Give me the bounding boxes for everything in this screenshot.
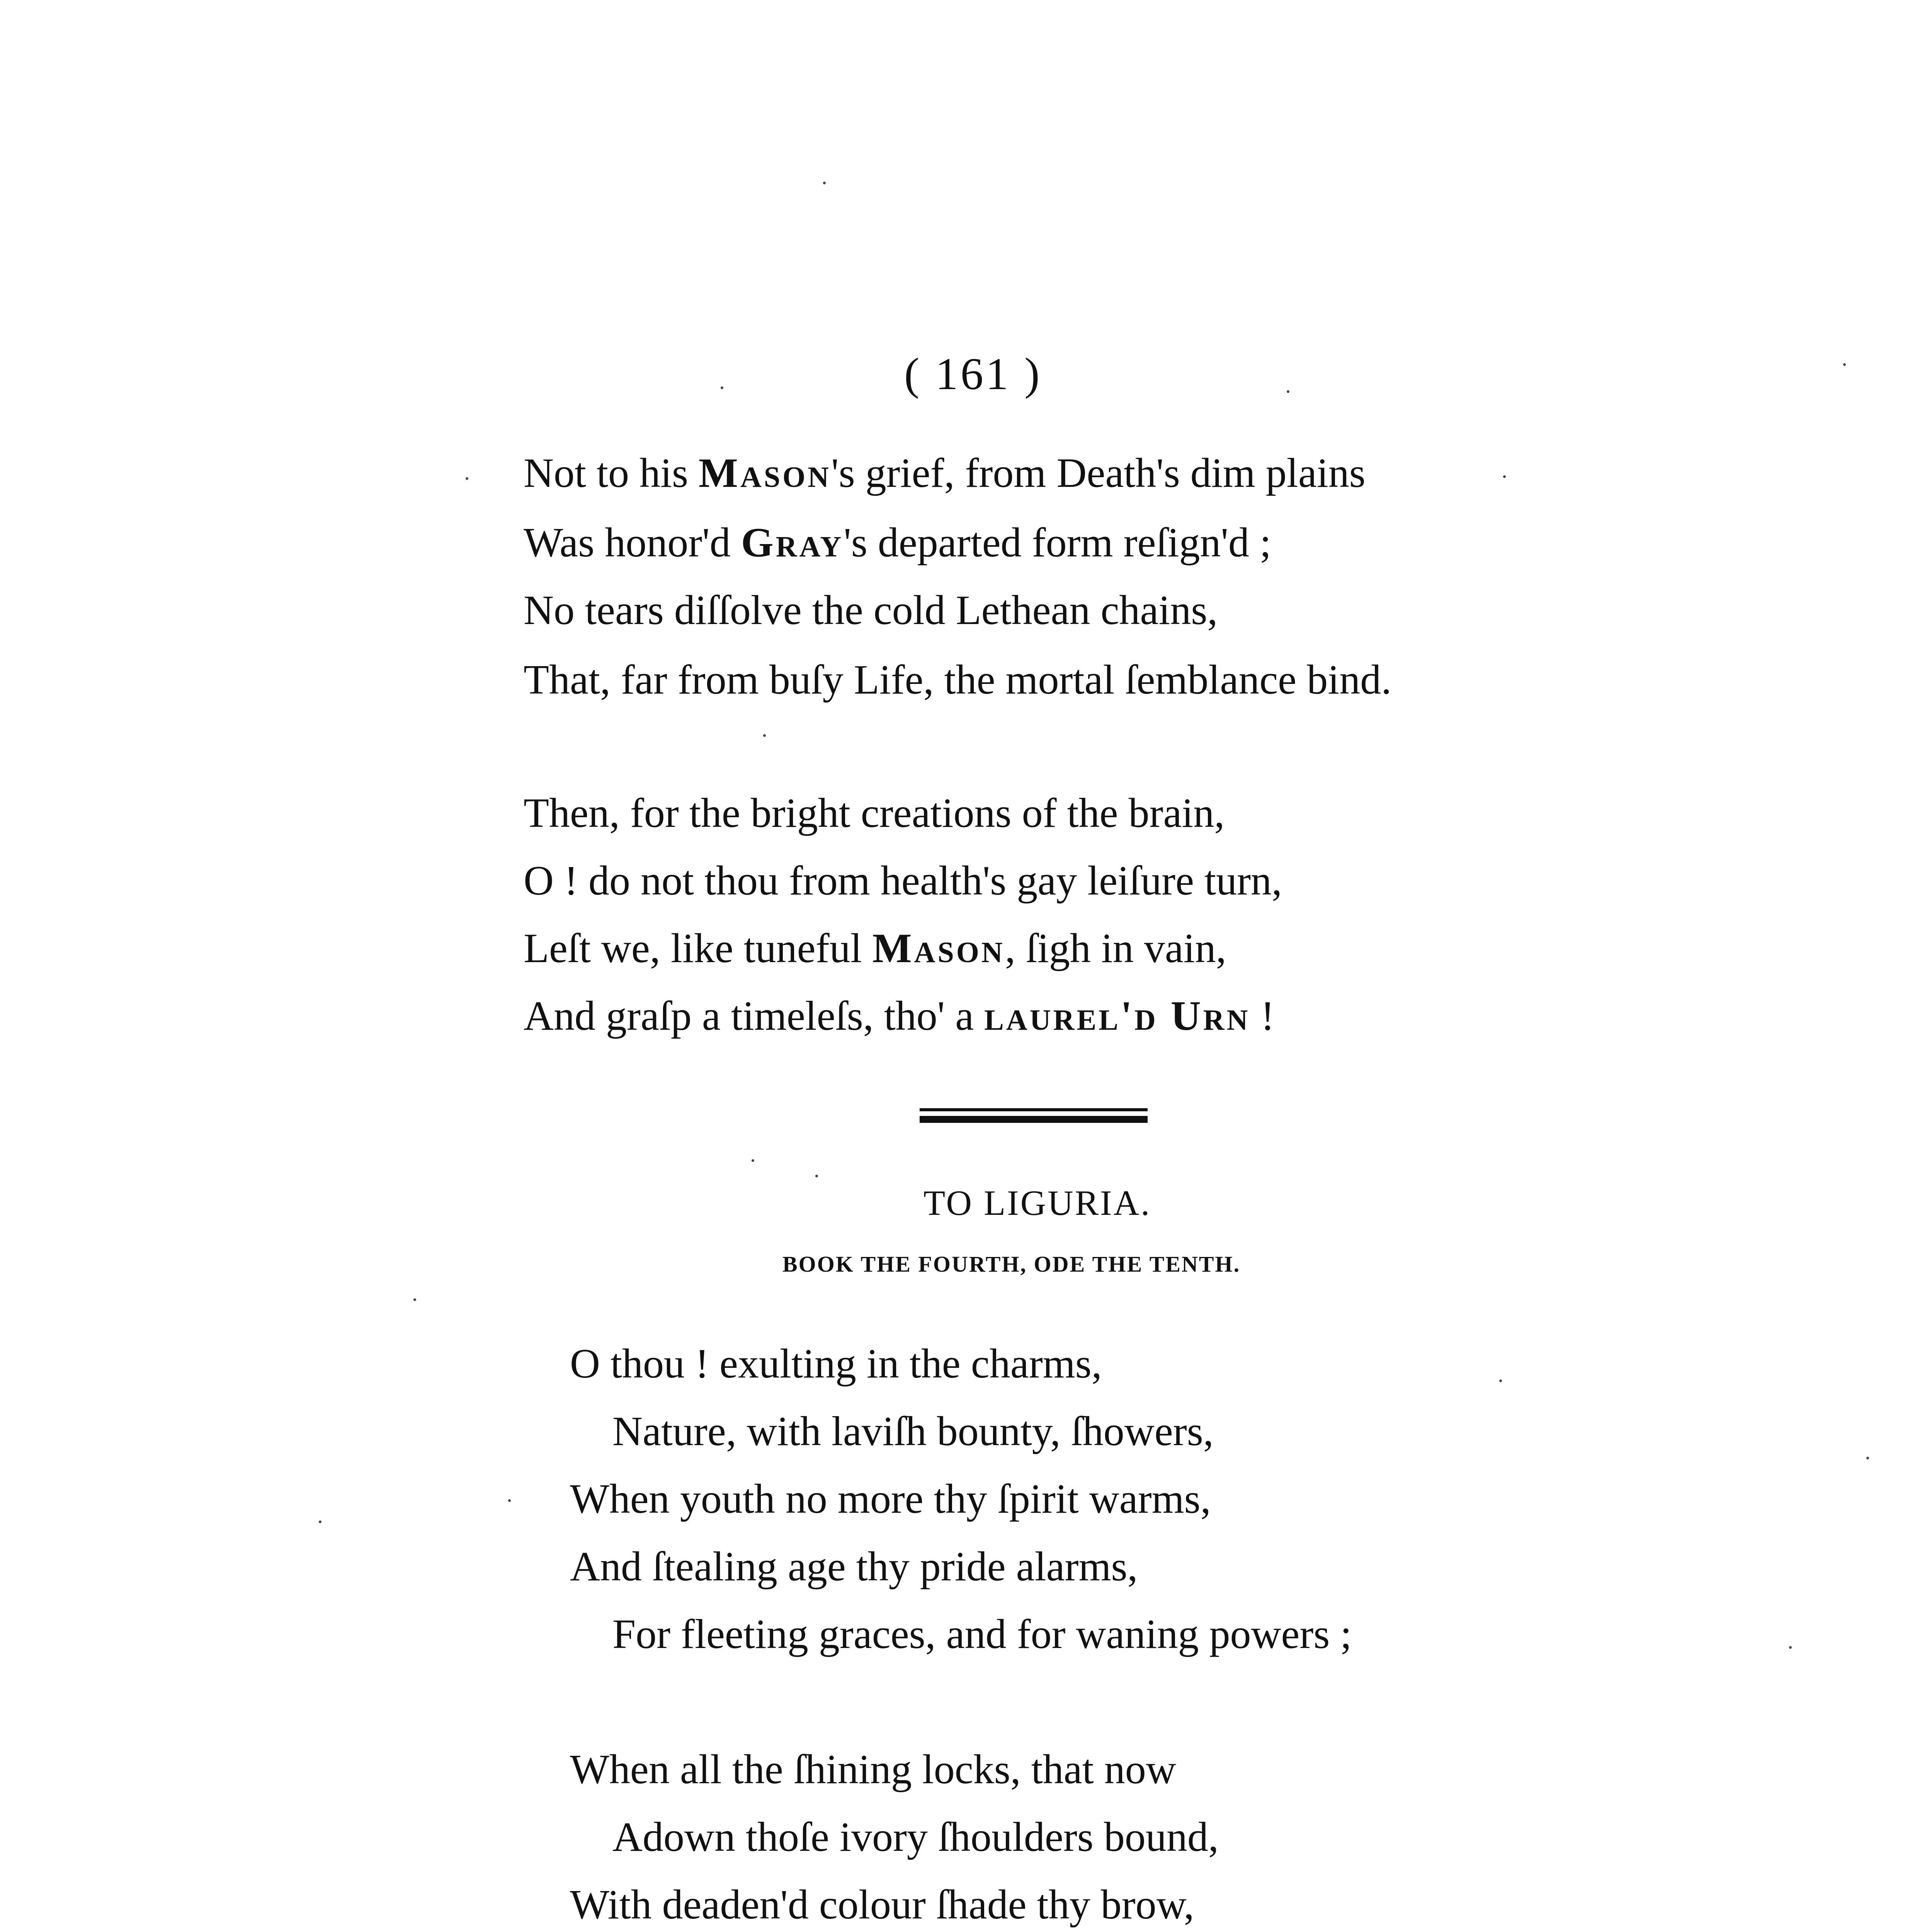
section-divider [920,1108,1148,1123]
stanza1-line2: Was honor'd Gray's departed form reſign'd ; [524,520,1271,566]
stanza2-line1: Then, for the bright creations of the brain, [524,790,1225,836]
paper-speck [1866,1457,1869,1459]
stanza3-line5: For fleeting graces, and for waning powers ; [612,1611,1352,1657]
stanza3-line3: When youth no more thy ſpirit warms, [570,1476,1211,1522]
stanza2-line4: And graſp a timeleſs, tho' a laurel'd Urn ! [524,993,1275,1039]
paper-speck [508,1499,511,1502]
stanza3-line2: Nature, with laviſh bounty, ſhowers, [612,1408,1214,1454]
stanza4-line2: Adown thoſe ivory ſhoulders bound, [612,1814,1219,1860]
paper-speck [413,1298,416,1301]
stanza3-line1: O thou ! exulting in the charms, [570,1341,1102,1387]
paper-speck [1499,1379,1502,1382]
stanza3-line4: And ſtealing age thy pride alarms, [570,1544,1138,1590]
paper-speck [763,734,766,737]
paper-speck [1843,363,1846,366]
stanza4-line1: When all the ſhining locks, that now [570,1747,1176,1793]
paper-speck [752,1159,754,1162]
stanza2-line2: O ! do not thou from health's gay leiſure turn, [524,858,1282,904]
stanza4-line3: With deaden'd colour ſhade thy brow, [570,1882,1194,1928]
stanza2-line3: Leſt we, like tuneful Mason, ſigh in vain, [524,925,1226,971]
paper-speck [721,386,723,389]
paper-speck [1789,1646,1792,1649]
page-number: ( 161 ) [904,349,1042,399]
paper-speck [1503,475,1506,478]
paper-speck [319,1520,321,1523]
paper-speck [823,182,826,184]
poem-title: TO LIGURIA. [923,1183,1151,1223]
stanza1-line3: No tears diſſolve the cold Lethean chains, [524,587,1218,633]
paper-speck [815,1175,818,1177]
paper-speck [1287,390,1289,393]
poem-subtitle: BOOK THE FOURTH, ODE THE TENTH. [782,1252,1241,1277]
stanza1-line1: Not to his Mason's grief, from Death's dim plains [524,450,1366,496]
stanza1-line4: That, far from buſy Life, the mortal ſemblance bind. [524,657,1392,703]
paper-speck [466,477,468,480]
